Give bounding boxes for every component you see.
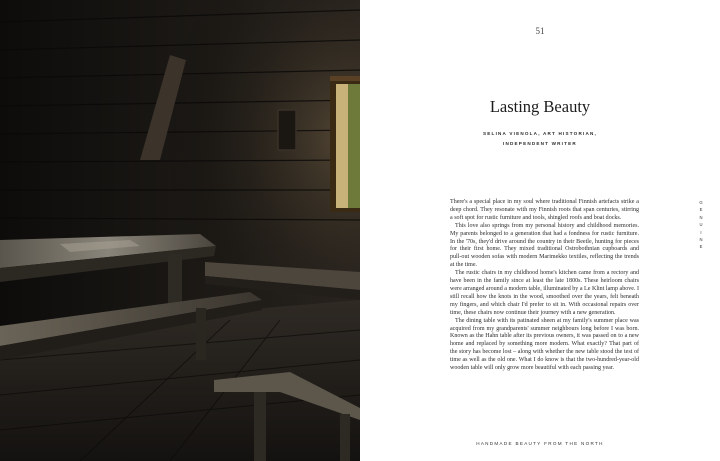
paragraph: There's a special place in my soul where traditional Finnish artefacts strike a deep chord. They resonate with my Finnish roots that span centuries, stirring a soft spot for rustic furniture and tools, shingled roofs and boat docks.: [450, 199, 639, 221]
side-section-label: [698, 199, 704, 251]
article-body: [450, 199, 639, 373]
page-number: 51: [535, 26, 545, 36]
side-letter: G: [699, 200, 703, 205]
article-title: Lasting Beauty: [489, 97, 591, 116]
side-letter: N: [699, 237, 703, 243]
side-letter: I: [700, 229, 702, 235]
paragraph: The dining table with its patinated sheen at my family's summer place was acquired from my grandparents' summer neighbours long before I was born. Known as the Hahn table after its previous owners, it was passed on to a new home and replaced by something more modern. What exactly? That part of the story has become lost – along with whether the new table stood the test of time as well as the old one. What I do know is that the two-hundred-year-old wooden table will only grow more beautiful with each passing year.: [450, 317, 639, 372]
side-letter: N: [699, 214, 703, 220]
side-letter: E: [699, 244, 703, 250]
paragraph: The rustic chairs in my childhood home's kitchen came from a rectory and have been in the family since at least the late 1800s. These heirloom chairs were arranged around a modern table, illuminated by a Le Klint lamp above. I still recall how the knots in the wood, smoothed over the years, felt beneath my fingers, and which chair I'd prefer to sit in. With occasional repairs over time, these chairs now continue their journey with a new generation.: [450, 270, 639, 316]
byline-line: INDEPENDENT WRITER: [503, 141, 577, 146]
text-page: [360, 0, 720, 461]
side-letter: U: [699, 222, 703, 228]
paragraph: This love also springs from my personal history and childhood memories. My parents belonged to a generation that had a fondness for rustic furniture. In the '70s, they'd drive around the country in their Beetle, hunting for pieces for their first home. They mixed traditional Ostrobothnian cupboards and pull-out wooden sofas with modern Marimekko textiles, reflecting the trends at the time.: [450, 222, 639, 269]
side-letter: E: [699, 207, 703, 213]
byline-line: SELINA VIENOLA, ART HISTORIAN,: [483, 131, 597, 136]
byline: [460, 129, 620, 149]
running-footer: HANDMADE BEAUTY FROM THE NORTH: [476, 441, 604, 446]
